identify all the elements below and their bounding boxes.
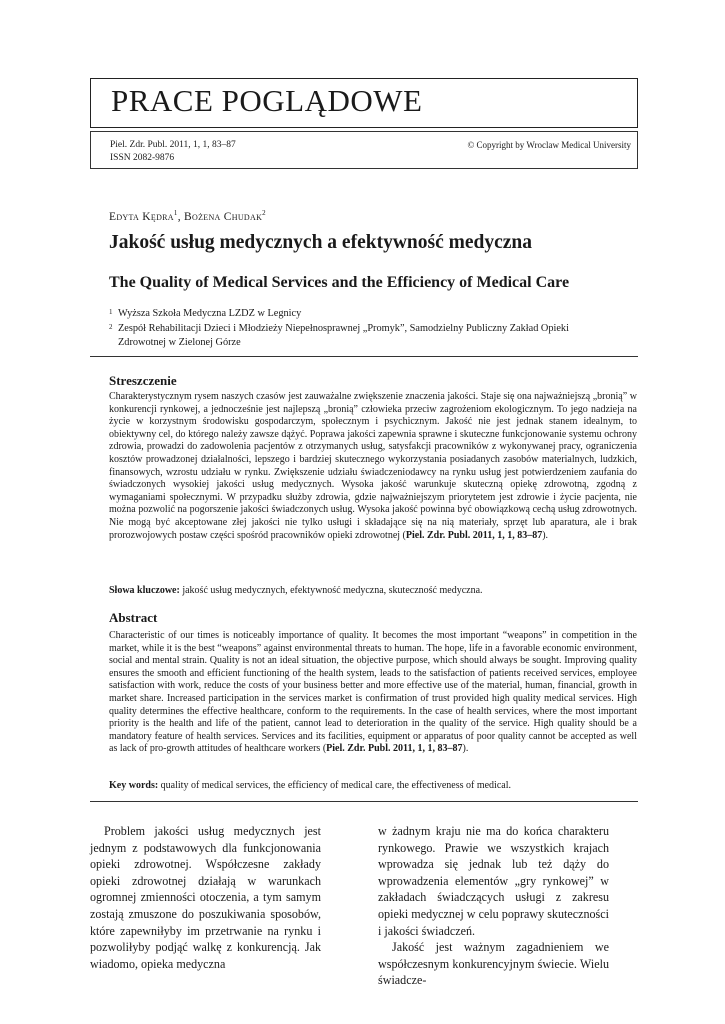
author-name: Bożena Chudak — [184, 210, 263, 223]
section-header-box — [90, 78, 638, 128]
body-column-left — [90, 823, 321, 972]
affiliation-text: Zespół Rehabilitacji Dzieci i Młodzieży Niepełnosprawnej „Promyk”, Samodzielny Publiczny Zakład Opieki Zdrowotnej w Zielonej Górze — [118, 322, 569, 348]
affiliation-item — [109, 322, 579, 351]
keywords-english — [109, 780, 637, 793]
keywords-text: quality of medical services, the efficiency of medical care, the effectiveness of medical. — [160, 780, 511, 791]
author-name: Edyta Kędra — [109, 210, 174, 223]
affiliation-item — [109, 307, 579, 322]
journal-citation: Piel. Zdr. Publ. 2011, 1, 1, 83–87 — [110, 140, 236, 150]
body-column-right — [378, 823, 609, 989]
copyright-notice: © Copyright by Wroclaw Medical University — [467, 140, 631, 150]
abstract-heading: Abstract — [109, 610, 158, 625]
abstract-body — [109, 630, 637, 756]
issn: ISSN 2082-9876 — [110, 153, 175, 163]
body-paragraph: Problem jakości usług medycznych jest jednym z podstawowych dla funkcjonowania opieki zdrowotnej. Współczesne zakłady opieki zdrowotnej działają w warunkach ogromnej zmienności otoczenia, a tym samym zostają zmuszone do poszukiwania sposobów, które zapewniłyby im przetrwanie na rynku i pozwoliłyby podjąć walkę z konkurencją. Jak wiadomo, opieka medyczna — [90, 824, 321, 971]
author-affiliation-mark: 2 — [262, 209, 266, 217]
streszczenie-text: Charakterystycznym rysem naszych czasów jest zauważalne zwiększenie znaczenia jakości. Staje się ona najważniejszą „bronią” w konkurencji rynkowej, a jednocześnie jest najlepszą „bronią” człowieka przeciw zagrożeniom ekologicznym. To jego nadzieja na życie w korzystnym środowisku gospodarczym, społecznym i psychicznym. Jakość nie jest jednak stanem idealnym, to obiektywny cel, do którego należy zawsze dążyć. Poprawa jakości zapewnia sprawne i skuteczne funkcjonowanie systemu ochrony zdrowia, prowadzi do zadowolenia pacjentów z otrzymanych usług, satysfakcji pracowników z wykonywanej pracy, ograniczenia kosztów prowadzonej działalności, lepszego i bardziej skutecznego wykorzystania posiadanych zasobów materialnych, ludzkich, finansowych, wzrostu udziału w rynku. Zwiększenie udziału świadczeniodawcy na rynku usług jest potwierdzeniem zaufania do świadczonych wysokiej jakości usług medycznych. Wysoka jakość warunkuje skuteczną opiekę zdrowotną, zgodną z wymaganiami społecznymi. W przypadku służby zdrowia, gdzie najważniejszym priorytetem jest zdrowie i życie pacjenta, nie można pozwolić na pogorszenie jakości świadczonych usług. Wysoka jakość powinna być obowiązkową cechą usług zdrowotnych. Nie mogą być akceptowane złej jakości nie tylko usługi i składające się na nią materiały, sprzęt lub aparatura, ale i brak prorozwojowych postaw części spośród pracowników opieki zdrowotnej — [109, 391, 637, 541]
affiliation-text: Wyższa Szkoła Medyczna LZDZ w Legnicy — [118, 308, 302, 319]
article-title-english: The Quality of Medical Services and the Efficiency of Medical Care — [109, 274, 570, 291]
body-paragraph: w żadnym kraju nie ma do końca charakteru rynkowego. Prawie we wszystkich krajach wprowadza się jednak lub też dąży do wprowadzenia elementów „gry rynkowej” w zakładach świadczących usługi z zakresu opieki medycznej w celu poprawy skuteczności i jakości świadczeń. — [378, 824, 609, 938]
affiliation-number: 2 — [109, 322, 113, 331]
streszczenie-heading: Streszczenie — [109, 373, 177, 388]
citation: Piel. Zdr. Publ. 2011, 1, 1, 83–87 — [405, 529, 543, 541]
citation-open: ( — [402, 529, 406, 541]
keywords-label: Key words: — [109, 780, 159, 791]
keywords-label: Słowa kluczowe: — [109, 585, 180, 596]
author-separator: , — [177, 210, 185, 223]
publication-info-box — [90, 131, 638, 169]
streszczenie-body — [109, 391, 637, 542]
citation-close: ). — [542, 529, 549, 541]
keywords-polish — [109, 585, 637, 598]
affiliations — [109, 307, 579, 351]
divider-bottom — [90, 801, 638, 802]
abstract-text: Characteristic of our times is noticeably importance of quality. It becomes the most important “weapons” in competition in the market, while it is the best “weapons” against environmental threats to human. The hope, life in a favorable economic environment, social and mental strain. Quality is not an ideal situation, the objective purpose, which should always be sought. Improving quality ensures the smooth and efficient functioning of the health system, leads to the satisfaction of patients received services, employee satisfaction with work, reduce the costs of your business better and more effective use of the material, human, financial, growth in market share. Increased participation in the services market is confirmation of trust provided high quality medical services. High quality determines the effective healthcare, conform to the requirements. In the case of health services, where the most important priority is the health and life of the patient, cannot lead to deterioration in the quality of the service. High quality should be a mandatory feature of health services. Services and its facilities, equipment or apparatus of poor quality cannot be accepted as well as lack of pro-growth attitudes of healthcare workers — [109, 630, 637, 755]
author-list — [109, 209, 266, 223]
citation-open: ( — [322, 743, 327, 755]
author-affiliation-mark: 1 — [173, 209, 178, 217]
affiliation-number: 1 — [109, 308, 113, 316]
citation: Piel. Zdr. Publ. 2011, 1, 1, 83–87 — [326, 743, 463, 755]
divider-top — [90, 356, 638, 357]
citation-close: ). — [462, 743, 469, 755]
article-title-polish: Jakość usług medycznych a efektywność medyczna — [109, 232, 533, 253]
keywords-text: jakość usług medycznych, efektywność medyczna, skuteczność medyczna. — [182, 585, 483, 596]
section-title: PRACE POGLĄDOWE — [111, 83, 423, 118]
body-paragraph: Jakość jest ważnym zagadnieniem we współczesnym konkurencyjnym świecie. Wielu świadcze- — [378, 940, 609, 988]
